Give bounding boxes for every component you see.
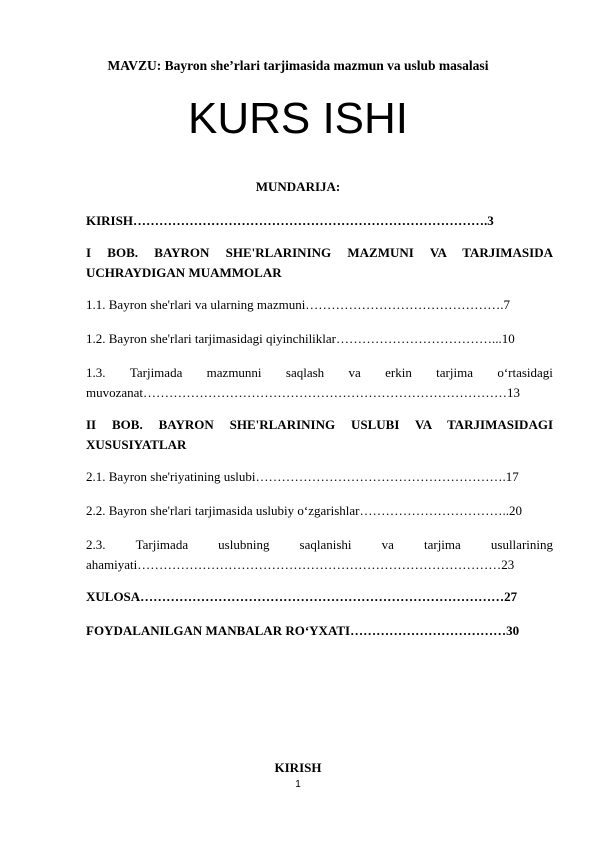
toc-word: 1.3. xyxy=(86,365,106,380)
toc-entry-chapter-2: II BOB. BAYRON SHE'RLARINING USLUBI VA TARJIMASIDAGI XUSUSIYATLAR xyxy=(86,417,553,452)
toc-entry-intro: KIRISH……………………………………………………………………….3 xyxy=(86,213,494,228)
toc-word: va xyxy=(381,537,394,552)
toc-word: o‘rtasidagi xyxy=(497,365,553,380)
toc-entry-1-3-second-line: muvozanat…………………………………………………………………………13 xyxy=(86,385,521,400)
toc-entry-1-1: 1.1. Bayron she'rlari va ularning mazmuni……………………………………….7 xyxy=(86,297,511,312)
toc-word: saqlash xyxy=(285,365,325,380)
toc-word: usullarining xyxy=(490,537,553,552)
toc-entry-2-3-second-line: ahamiyati…………………………………………………………………………23 xyxy=(86,557,515,572)
toc-entry-2-1: 2.1. Bayron she'riyatining uslubi………………………………………………….17 xyxy=(86,469,519,484)
toc-heading: MUNDARIJA: xyxy=(255,179,341,194)
next-section-heading: KIRISH xyxy=(274,760,322,775)
toc-word: tarjima xyxy=(436,365,473,380)
toc-word: mazmunni xyxy=(206,365,262,380)
toc-entry-chapter-1: I BOB. BAYRON SHE'RLARINING MAZMUNI VA TARJIMASIDA UCHRAYDIGAN MUAMMOLAR xyxy=(86,245,553,280)
toc-word: va xyxy=(348,365,361,380)
page-number: 1 xyxy=(295,779,301,790)
document-topic: MAVZU: Bayron she’rlari tarjimasida mazmun va uslub masalasi xyxy=(107,58,489,73)
toc-word: tarjima xyxy=(423,537,461,552)
toc-entry-1-2: 1.2. Bayron she'rlari tarjimasidagi qiyinchiliklar………………………………...10 xyxy=(86,331,515,346)
toc-word: saqlanishi xyxy=(299,537,352,552)
toc-word: erkin xyxy=(385,365,412,380)
toc-entry-1-3 xyxy=(86,363,553,403)
document-title: KURS ISHI xyxy=(187,94,409,143)
toc-entry-2-3 xyxy=(86,535,553,575)
toc-entry-2-2: 2.2. Bayron she'rlari tarjimasida uslubiy o‘zgarishlar……………………………..20 xyxy=(86,503,522,518)
toc-entry-2-3-first-line xyxy=(86,535,553,555)
toc-word: uslubning xyxy=(218,537,270,552)
toc-word: Tarjimada xyxy=(135,537,189,552)
table-of-contents xyxy=(86,211,553,641)
toc-entry-references: FOYDALANILGAN MANBALAR RO‘YXATI………………………………30 xyxy=(86,623,520,638)
toc-word: 2.3. xyxy=(86,537,106,552)
toc-word: Tarjimada xyxy=(129,365,183,380)
toc-entry-conclusion: XULOSA…………………………………………………………………………27 xyxy=(86,589,518,604)
toc-entry-1-3-first-line xyxy=(86,363,553,383)
